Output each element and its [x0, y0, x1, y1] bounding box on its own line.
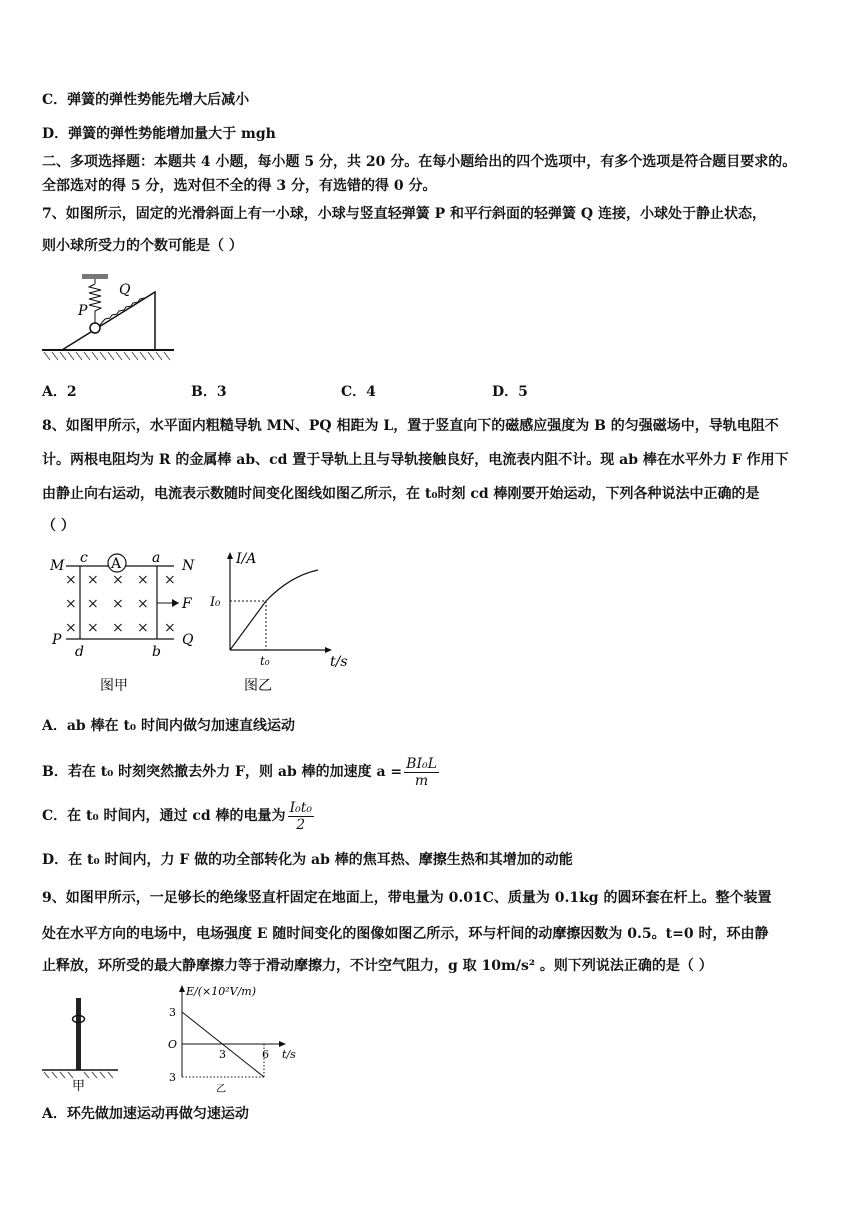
q8-yi-i0: I₀ [210, 595, 221, 610]
q8-option-b-text: B．若在 t₀ 时刻突然撤去外力 F，则 ab 棒的加速度 a = [42, 764, 403, 780]
q8-yi-ylabel: I/A [236, 551, 257, 567]
svg-text:×: × [65, 596, 77, 612]
svg-text:×: × [164, 572, 176, 588]
svg-text:×: × [112, 620, 124, 636]
q9-stem-line3: 止释放，环所受的最大静摩擦力等于滑动摩擦力，不计空气阻力，g 取 10m/s² 。则下列说法正确的是（ ） [42, 958, 713, 974]
svg-text:×: × [65, 620, 77, 636]
q8-option-a: A．ab 棒在 t₀ 时间内做匀加速直线运动 [42, 718, 295, 734]
q8-label-b: b [152, 644, 161, 660]
svg-text:×: × [137, 572, 149, 588]
q7-option-d: D．5 [492, 384, 528, 400]
q8-option-c-text: C．在 t₀ 时间内，通过 cd 棒的电量为 [42, 808, 286, 824]
q8-caption-jia: 图甲 [100, 678, 128, 694]
q8-stem-line4: （ ） [42, 518, 75, 534]
q8-label-m: M [50, 558, 65, 574]
q9-caption-jia: 甲 [72, 1079, 86, 1092]
q8-label-p: P [52, 632, 62, 648]
q8-option-c [42, 796, 314, 836]
section2-line2: 全部选对的得 5 分，选对但不全的得 3 分，有选错的得 0 分。 [42, 178, 437, 194]
q7-stem-line1: 7、如图所示，固定的光滑斜面上有一小球，小球与竖直轻弹簧 P 和平行斜面的轻弹簧 Q 连接，小球处于静止状态， [42, 206, 766, 222]
svg-text:×: × [112, 596, 124, 612]
q7-option-a: A．2 [42, 384, 77, 400]
q8-stem-line1: 8、如图甲所示，水平面内粗糙导轨 MN、PQ 相距为 L，置于竖直向下的磁感应强度为 B 的匀强磁场中，导轨电阻不 [42, 418, 779, 434]
svg-text:×: × [87, 620, 99, 636]
q7-label-q: Q [119, 282, 131, 298]
q8-yi-t0: t₀ [260, 654, 270, 668]
q8-option-c-numerator: I₀t₀ [289, 799, 312, 816]
q9-yi-ytop: 3 [169, 1006, 176, 1019]
q8-stem-line3: 由静止向右运动，电流表示数随时间变化图线如图乙所示，在 t₀时刻 cd 棒刚要开始运动，下列各种说法中正确的是 [42, 486, 760, 502]
svg-text:×: × [87, 572, 99, 588]
q8-option-c-fraction [288, 800, 314, 833]
q7-incline-figure [42, 272, 177, 364]
q9-option-a: A．环先做加速运动再做匀速运动 [42, 1106, 249, 1122]
q9-figure-jia [42, 994, 132, 1092]
q8-stem-line2: 计。两根电阻均为 R 的金属棒 ab、cd 置于导轨上且与导轨接触良好，电流表内阻不计。现 ab 棒在水平外力 F 作用下 [42, 452, 789, 468]
q7-option-b: B．3 [191, 384, 227, 400]
q8-yi-xlabel: t/s [330, 654, 348, 670]
q9-caption-yi: 乙 [216, 1084, 226, 1094]
q8-caption-yi: 图乙 [244, 678, 272, 694]
q8-option-b-numerator: BI₀L [406, 755, 437, 772]
q8-label-f: F [182, 596, 192, 612]
q7-label-p: P [78, 303, 88, 319]
q8-option-b-denominator: m [414, 772, 429, 789]
q8-figure-jia [42, 550, 202, 696]
q8-option-b [42, 752, 439, 792]
q8-option-d: D．在 t₀ 时间内，力 F 做的功全部转化为 ab 棒的焦耳热、摩擦生热和其增加的动能 [42, 852, 573, 868]
q9-stem-line2: 处在水平方向的电场中，电场强度 E 随时间变化的图像如图乙所示，环与杆间的动摩擦因数为 0.5。t=0 时，环由静 [42, 926, 769, 942]
q7-option-c: C．4 [341, 384, 376, 400]
q6-option-d: D．弹簧的弹性势能增加量大于 mgh [42, 126, 276, 142]
q9-yi-origin: O [168, 1038, 178, 1051]
q8-option-b-fraction [404, 756, 439, 789]
q9-stem-line1: 9、如图甲所示，一足够长的绝缘竖直杆固定在地面上，带电量为 0.01C、质量为 0.1kg 的圆环套在杆上。整个装置 [42, 890, 772, 906]
q8-label-d: d [75, 644, 84, 660]
q8-label-q: Q [182, 632, 194, 648]
svg-text:×: × [164, 620, 176, 636]
q9-yi-xlabel: t/s [282, 1048, 296, 1061]
q6-option-c: C．弹簧的弹性势能先增大后减小 [42, 92, 250, 108]
q8-label-a: a [152, 550, 161, 566]
q9-yi-xmid: 3 [219, 1048, 226, 1061]
q8-figure-yi [200, 548, 360, 696]
section2-line1: 二、多项选择题：本题共 4 小题，每小题 5 分，共 20 分。在每小题给出的四个选项中，有多个选项是符合题目要求的。 [42, 154, 797, 170]
q8-option-c-denominator: 2 [296, 816, 306, 833]
svg-text:×: × [137, 596, 149, 612]
q9-yi-ybottom: 3 [169, 1071, 176, 1084]
svg-text:×: × [87, 596, 99, 612]
q9-figure-yi [164, 982, 314, 1094]
q7-stem-line2: 则小球所受力的个数可能是（ ） [42, 238, 243, 254]
svg-text:×: × [112, 572, 124, 588]
svg-text:×: × [65, 572, 77, 588]
q8-label-c: c [80, 550, 88, 566]
q8-label-n: N [182, 558, 195, 574]
q9-yi-ylabel: E/(×10²V/m) [186, 985, 257, 998]
q8-ammeter-label: A [111, 556, 122, 572]
svg-text:×: × [137, 620, 149, 636]
q9-yi-xend: 6 [262, 1048, 269, 1061]
